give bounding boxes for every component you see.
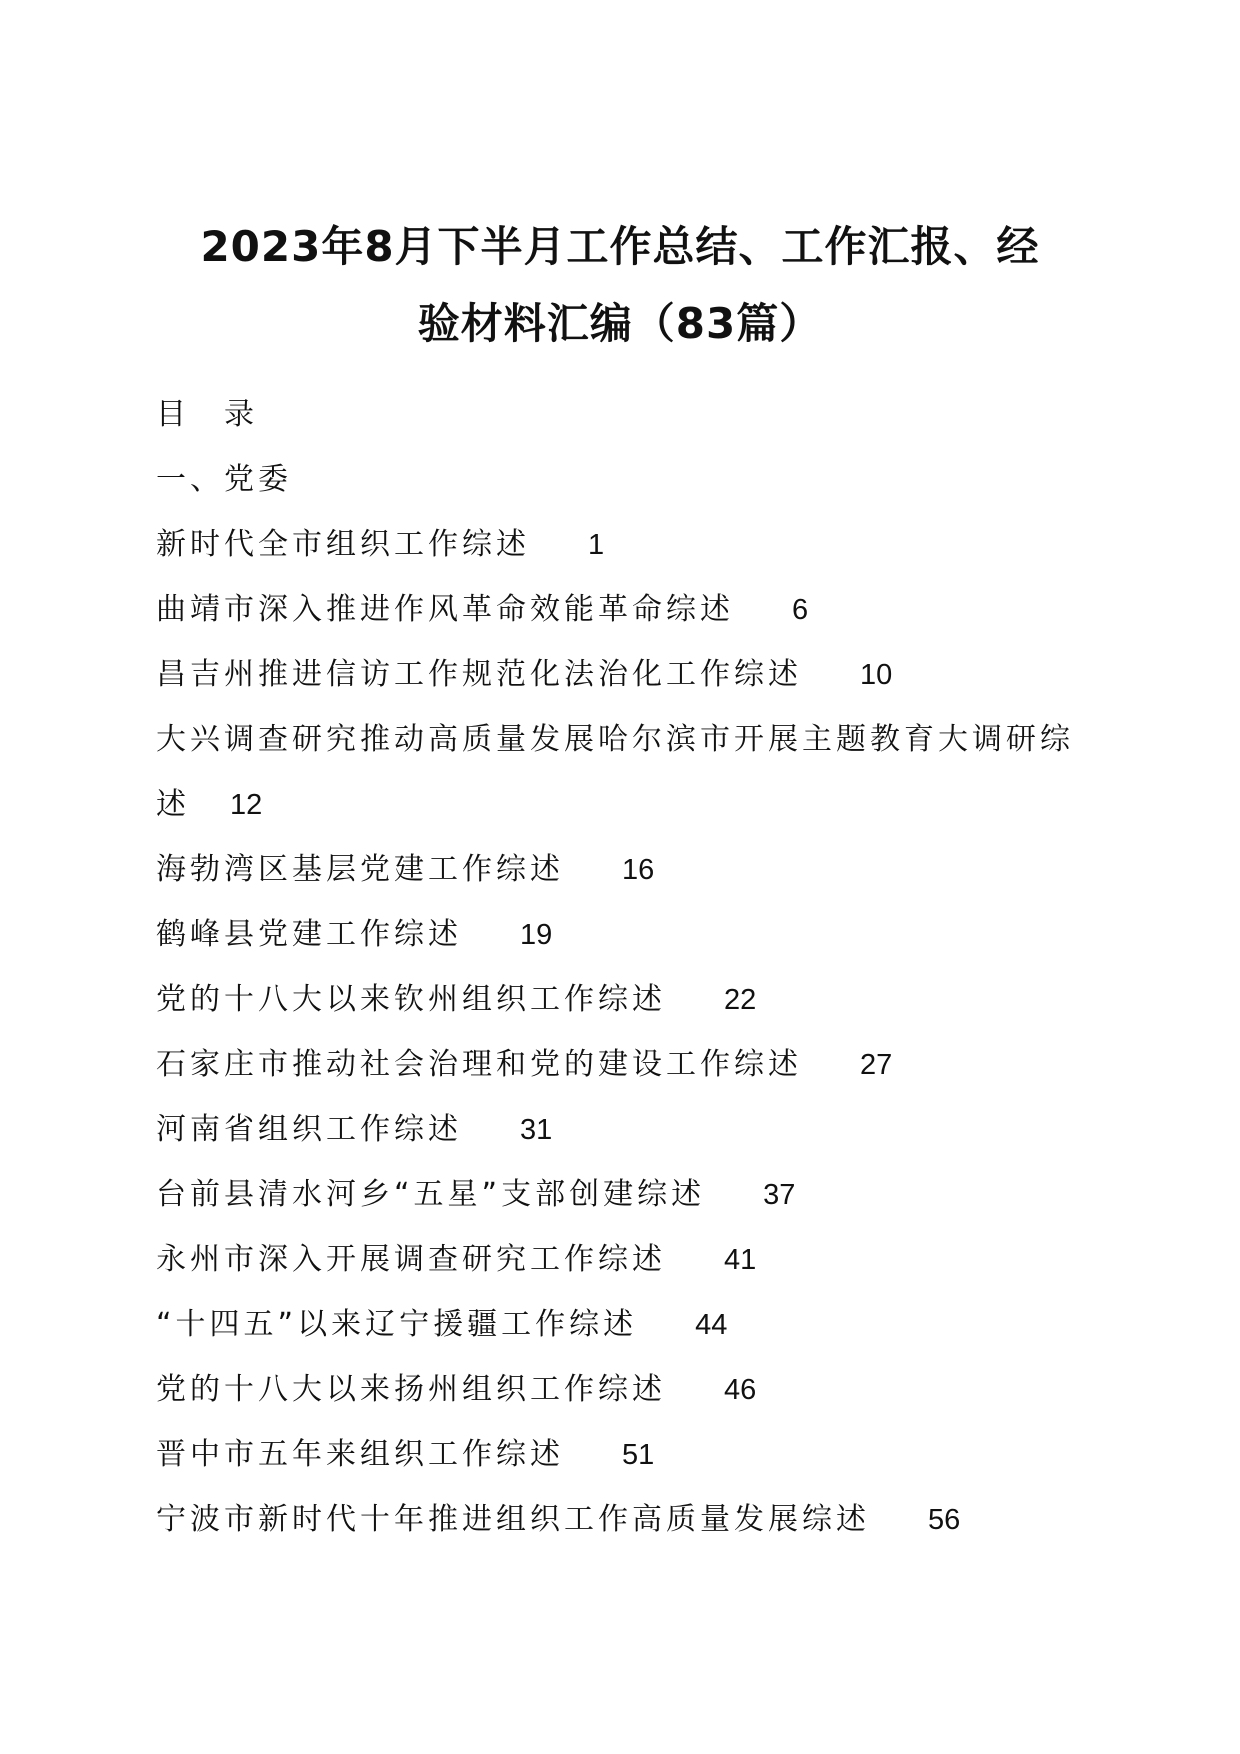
toc-entry-page: 46: [724, 1374, 757, 1406]
toc-entry-page: 6: [792, 594, 809, 626]
toc-entry-page: 31: [520, 1114, 553, 1146]
toc-entry-page: 51: [622, 1439, 655, 1471]
toc-entry-page: 10: [860, 659, 893, 691]
toc-entry-title: 鹤峰县党建工作综述: [156, 917, 462, 952]
toc-entry[interactable]: [156, 902, 1096, 967]
toc-entry[interactable]: [156, 1162, 1096, 1227]
toc-entry[interactable]: [156, 577, 1096, 642]
toc-entry-title: 昌吉州推进信访工作规范化法治化工作综述: [156, 657, 802, 692]
toc-entry[interactable]: [156, 1227, 1096, 1292]
toc-entry-page: 41: [724, 1244, 757, 1276]
toc-entry[interactable]: [156, 512, 1096, 577]
toc-entry-title: 新时代全市组织工作综述: [156, 527, 530, 562]
toc-entry[interactable]: [156, 1422, 1096, 1487]
toc-entry-title: 永州市深入开展调查研究工作综述: [156, 1242, 666, 1277]
toc-entry-page: 56: [928, 1504, 961, 1536]
toc-entry[interactable]: [156, 1487, 1096, 1552]
toc-entry[interactable]: [156, 837, 1096, 902]
toc-entry-title: 海勃湾区基层党建工作综述: [156, 852, 564, 887]
title-line-2: 验材料汇编（83篇）: [417, 299, 823, 348]
toc-entry-page: 27: [860, 1049, 893, 1081]
toc-entry-wrapped-line-1[interactable]: [156, 707, 1096, 772]
toc-entry[interactable]: [156, 1032, 1096, 1097]
toc-entry-wrapped-line-2[interactable]: [156, 772, 1096, 837]
toc-entry-page: 22: [724, 984, 757, 1016]
toc-entry[interactable]: [156, 642, 1096, 707]
toc-entry-page: 12: [230, 789, 263, 821]
toc-entry-title: 河南省组织工作综述: [156, 1112, 462, 1147]
toc-entry-title: 石家庄市推动社会治理和党的建设工作综述: [156, 1047, 802, 1082]
toc-entry-title: “十四五”以来辽宁援疆工作综述: [156, 1307, 638, 1342]
toc-entry-title: 台前县清水河乡“五星”支部创建综述: [156, 1177, 706, 1212]
toc-entry-title: 宁波市新时代十年推进组织工作高质量发展综述: [156, 1502, 870, 1537]
toc-entry[interactable]: [156, 1097, 1096, 1162]
toc-entry-page: 44: [695, 1309, 728, 1341]
toc-entry-page: 1: [588, 529, 605, 561]
toc-entry-title: 党的十八大以来钦州组织工作综述: [156, 982, 666, 1017]
toc-entry[interactable]: [156, 967, 1096, 1032]
toc-entry-title: 曲靖市深入推进作风革命效能革命综述: [156, 592, 734, 627]
toc-entry-title: 大兴调查研究推动高质量发展哈尔滨市开展主题教育大调研综: [156, 722, 1074, 757]
title-line-1: 2023年8月下半月工作总结、工作汇报、经: [200, 222, 1040, 271]
toc-entry-title-continued: 述: [156, 787, 190, 822]
toc-entry-title: 党的十八大以来扬州组织工作综述: [156, 1372, 666, 1407]
toc-entry[interactable]: [156, 1292, 1096, 1357]
toc-entry-title: 晋中市五年来组织工作综述: [156, 1437, 564, 1472]
toc-entry[interactable]: [156, 1357, 1096, 1422]
section-heading: 一、党委: [156, 462, 292, 497]
table-of-contents: [156, 382, 1096, 1552]
toc-heading: 目 录: [156, 397, 258, 432]
document-title: [150, 208, 1090, 362]
toc-entry-page: 37: [763, 1179, 796, 1211]
toc-entry-page: 19: [520, 919, 553, 951]
toc-entry-page: 16: [622, 854, 655, 886]
